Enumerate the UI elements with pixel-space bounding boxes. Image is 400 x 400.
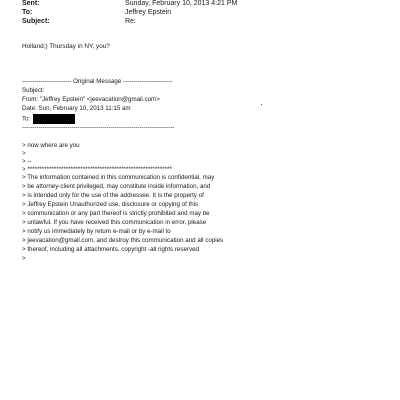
quoted-line: > thereof, including all attachments. copyright -all rights reserved <box>22 246 199 253</box>
to-value: Jeffrey Epstein <box>125 9 172 16</box>
quoted-line: > Jeffrey Epstein Unauthorized use, disclosure or copying of this <box>22 201 199 208</box>
quoted-line: > communication or any part thereof is strictly prohibited and may be <box>22 210 210 217</box>
original-to-row <box>22 114 75 124</box>
stray-mark <box>261 104 262 105</box>
quoted-line: > <box>22 255 26 262</box>
to-row <box>22 8 171 17</box>
to-label: To: <box>22 9 33 16</box>
subject-value: Re: <box>125 18 136 25</box>
quoted-line: > unlawful. If you have received this communication in error, please <box>22 219 207 226</box>
original-rule: -------------------------------------------------------------------------- <box>22 124 175 131</box>
original-subject: Subject: <box>22 87 45 94</box>
sent-label: Sent: <box>22 0 40 7</box>
quoted-line: > ************************************************************ <box>22 166 172 173</box>
quoted-line: > is intended only for the use of the addressee. It is the property of <box>22 192 204 199</box>
quoted-line: > <box>22 150 26 157</box>
redaction-block <box>33 114 75 124</box>
original-to-label: To: <box>22 115 31 123</box>
subject-row <box>22 17 136 26</box>
original-date: Date: Sun, February 10, 2013 11:15 am <box>22 105 131 112</box>
quoted-line: > -- <box>22 158 32 165</box>
quoted-line: > notify us immediately by return e-mail or by e-mail to <box>22 228 171 235</box>
sent-row <box>22 0 237 8</box>
quoted-line: > now where are you <box>22 142 80 149</box>
quoted-line: > be attorney-client privileged, may constitute inside information, and <box>22 183 211 190</box>
reply-message: Holland;) Thursday in NY, you? <box>22 43 110 50</box>
original-from: From: "Jeffrey Epstein" <jeevacation@gmail.com> <box>22 96 160 103</box>
original-message-separator: ------------------------ Original Message ------------------------ <box>22 78 173 85</box>
quoted-line: > The information contained in this communication is confidential, may <box>22 174 215 181</box>
subject-label: Subject: <box>22 18 50 25</box>
sent-value: Sunday, February 10, 2013 4:21 PM <box>125 0 238 7</box>
quoted-line: > jeevacation@gmail.com, and destroy this communication and all copies <box>22 237 224 244</box>
